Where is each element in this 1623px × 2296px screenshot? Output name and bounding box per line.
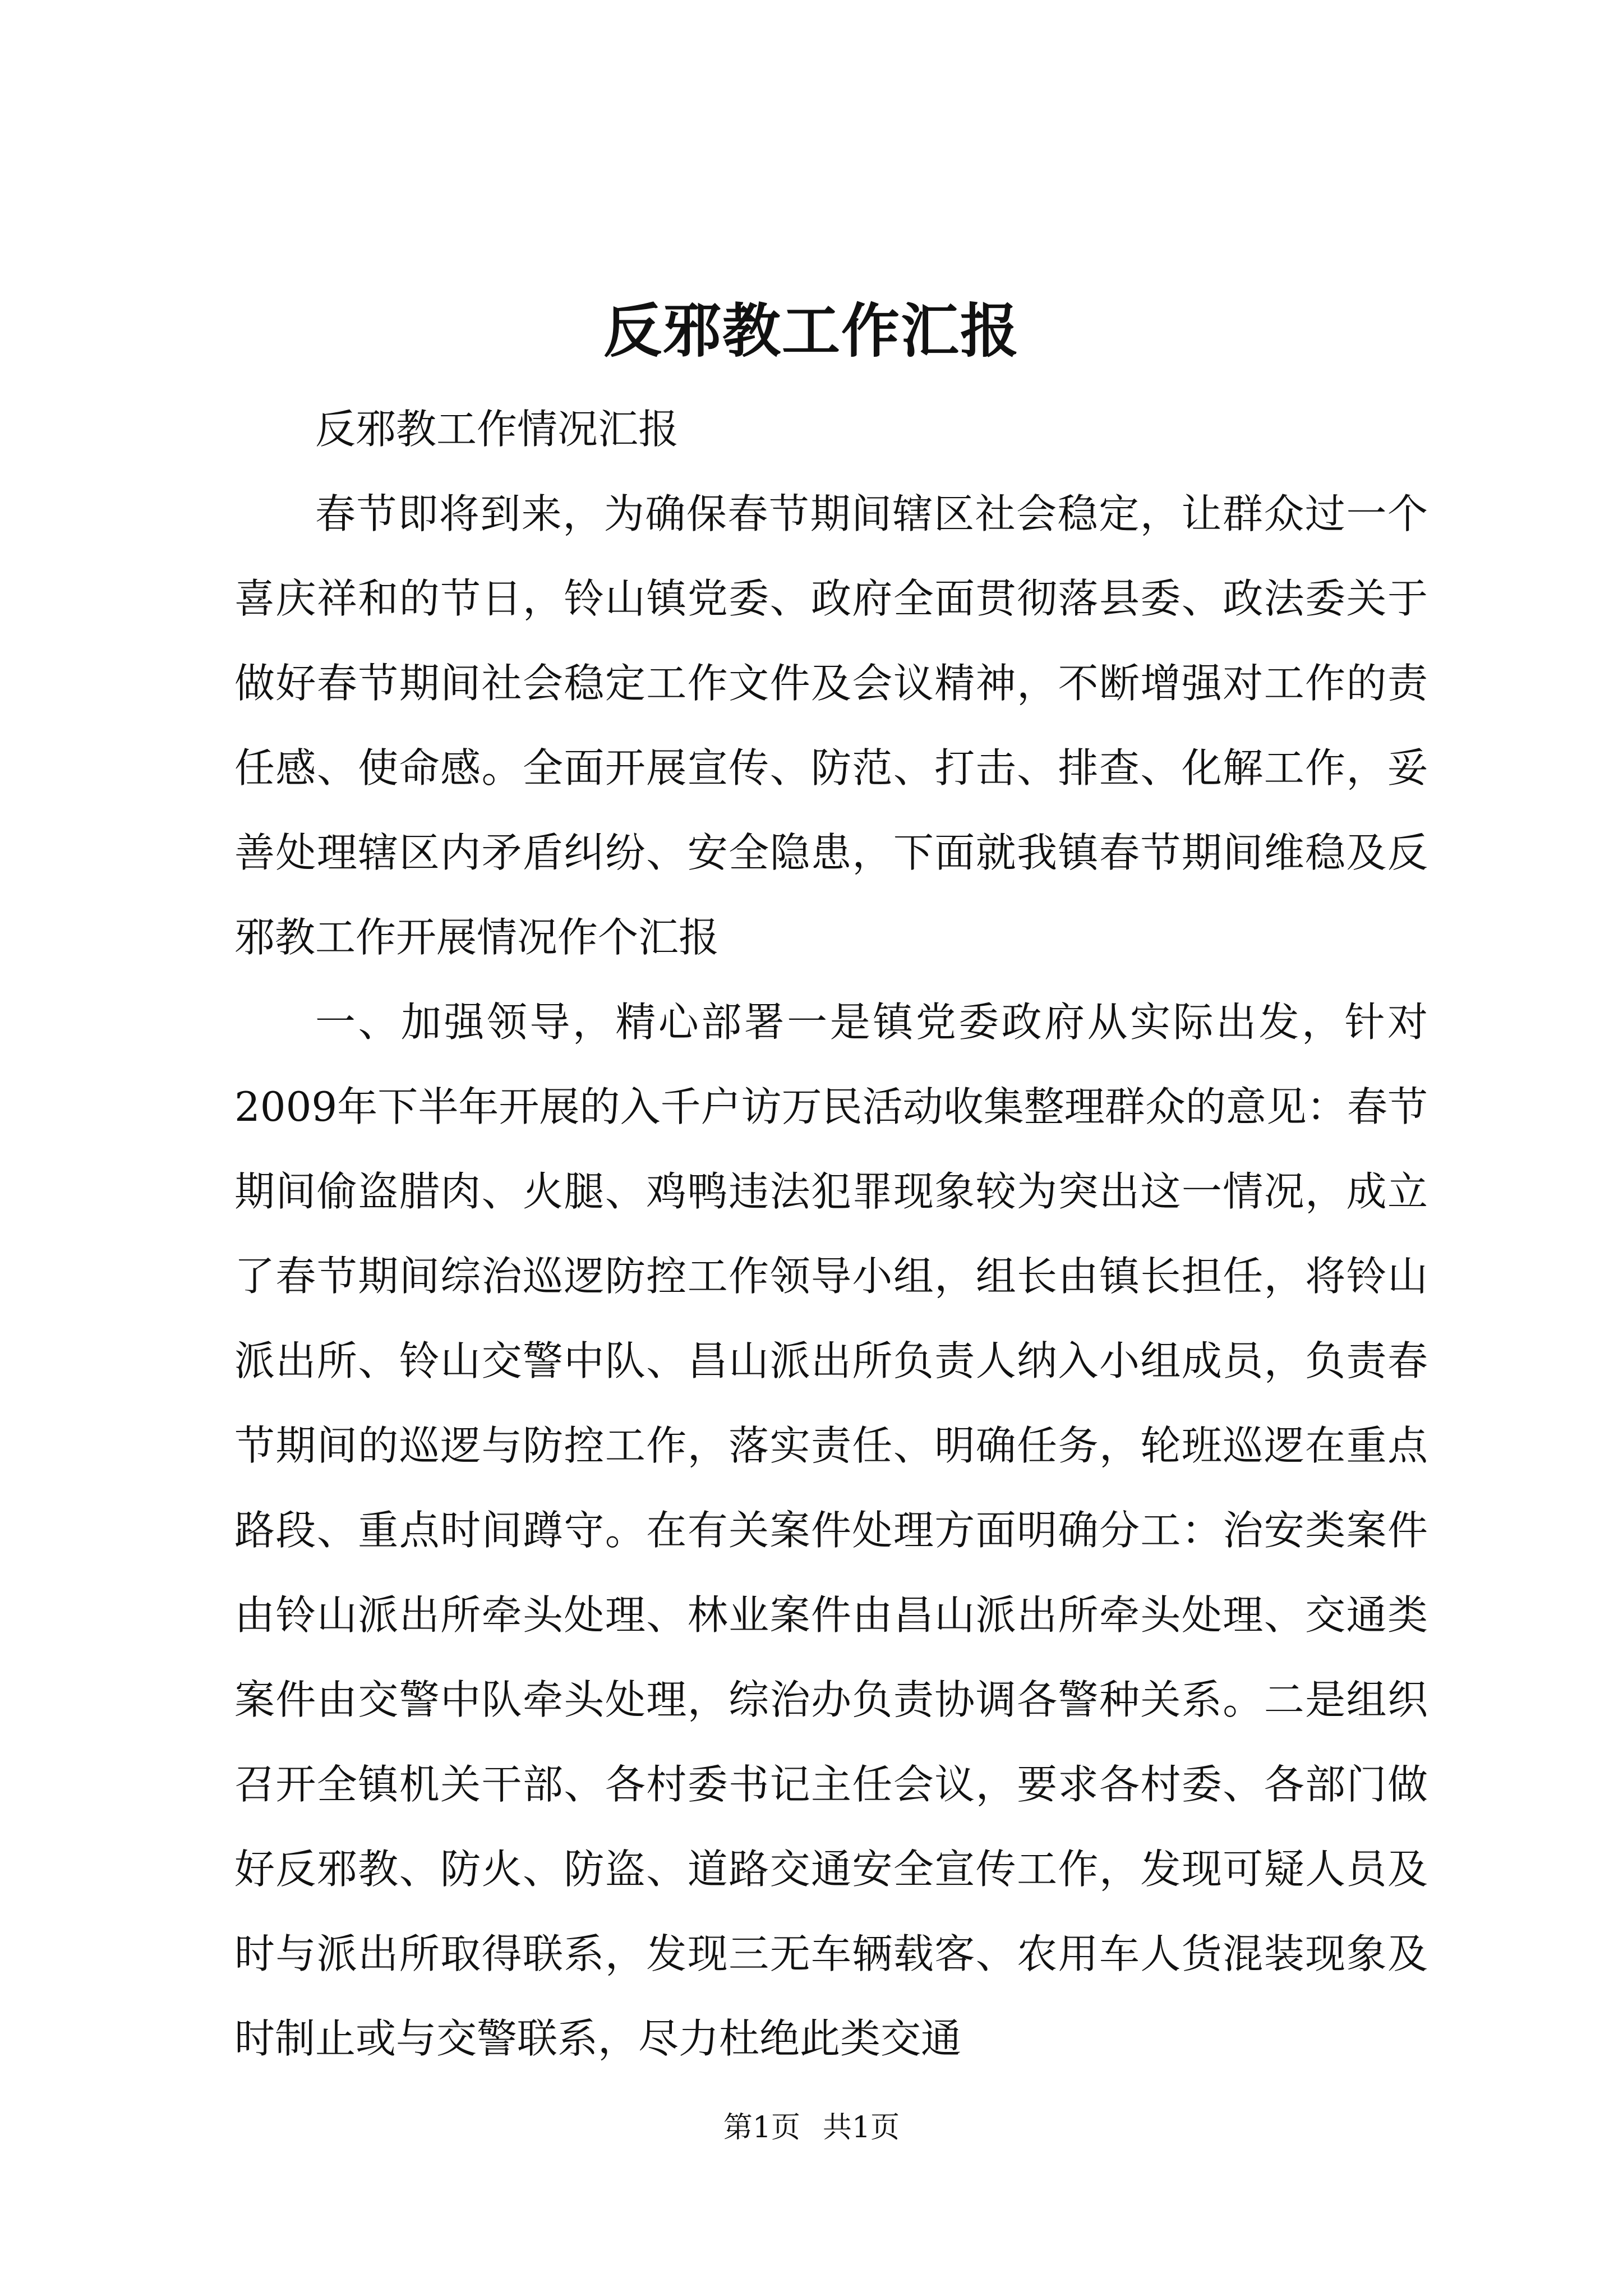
page-footer xyxy=(0,2108,1623,2147)
page-total: 共1页 xyxy=(823,2111,900,2145)
document-body xyxy=(234,387,1428,2081)
page-number: 第1页 xyxy=(723,2111,800,2145)
paragraph-subtitle: 反邪教工作情况汇报 xyxy=(315,406,679,453)
document-title: 反邪教工作汇报 xyxy=(603,296,1020,365)
paragraph-intro: 春节即将到来，为确保春节期间辖区社会稳定，让群众过一个喜庆祥和的节日，铃山镇党委、政府全面贯彻落县委、政法委关于做好春节期间社会稳定工作文件及会议精神，不断增强对工作的责任感、使命感。全面开展宣传、防范、打击、排查、化解工作，妥善处理辖区内矛盾纠纷、安全隐患，下面就我镇春节期间维稳及反邪教工作开展情况作个汇报 xyxy=(234,490,1428,961)
paragraph-section-one: 一、加强领导，精心部署一是镇党委政府从实际出发，针对2009年下半年开展的入千户访万民活动收集整理群众的意见：春节期间偷盗腊肉、火腿、鸡鸭违法犯罪现象较为突出这一情况，成立了春节期间综治巡逻防控工作领导小组，组长由镇长担任，将铃山派出所、铃山交警中队、昌山派出所负责人纳入小组成员，负责春节期间的巡逻与防控工作，落实责任、明确任务，轮班巡逻在重点路段、重点时间蹲守。在有关案件处理方面明确分工：治安类案件由铃山派出所牵头处理、林业案件由昌山派出所牵头处理、交通类案件由交警中队牵头处理，综治办负责协调各警种关系。二是组织召开全镇机关干部、各村委书记主任会议，要求各村委、各部门做好反邪教、防火、防盗、道路交通安全宣传工作，发现可疑人员及时与派出所取得联系，发现三无车辆载客、农用车人货混装现象及时制止或与交警联系，尽力杜绝此类交通 xyxy=(234,999,1428,2062)
